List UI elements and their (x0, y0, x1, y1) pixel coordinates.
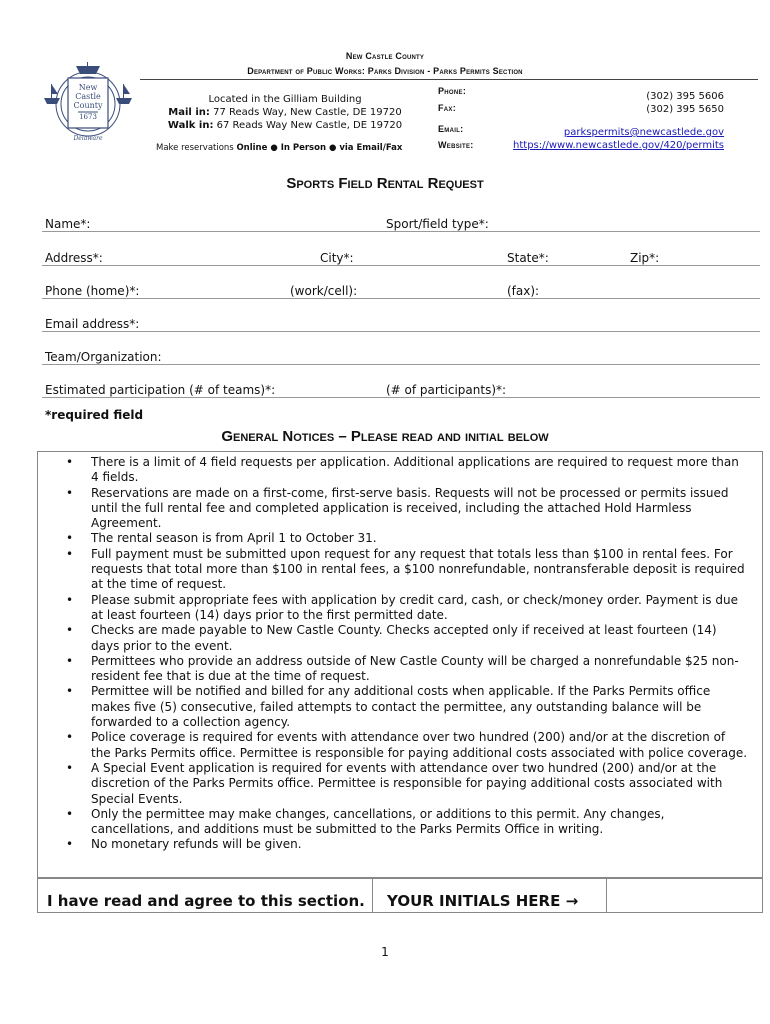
mail-in-line (150, 106, 420, 119)
email-address-label: Email address*: (45, 317, 140, 331)
email-row[interactable] (42, 317, 760, 332)
bullet-icon: • (66, 760, 74, 775)
address-label: Address*: (45, 251, 103, 265)
bullet-icon: • (66, 684, 74, 699)
city-label: City*: (320, 251, 354, 265)
name-label: Name*: (45, 217, 91, 231)
phone-value: (302) 395 5606 (646, 91, 724, 102)
notice-text: Only the permittee may make changes, cancellations, or additions to this permit. Any changes, cancellations, and additions must be submitted to the Parks Permits Office in writing. (91, 806, 665, 837)
zip-label: Zip*: (630, 251, 660, 265)
notice-item (38, 486, 762, 532)
bullet-icon: • (66, 546, 74, 561)
phone-row[interactable] (42, 284, 760, 299)
address-row[interactable] (42, 251, 760, 266)
notice-text: Police coverage is required for events with attendance over two hundred (200) and/or at the discretion of the Parks Permits office. Permittee is responsible for paying additional costs associated with police coverage. (91, 730, 748, 760)
est-participants-label: (# of participants)*: (386, 383, 507, 397)
bullet-icon: • (66, 485, 74, 500)
fax-label: Fax: (438, 103, 457, 113)
logo-year: 1673 (79, 113, 97, 121)
initials-input[interactable] (607, 878, 762, 912)
team-label: Team/Organization: (45, 350, 162, 364)
notice-item (38, 730, 762, 761)
reservations-methods: Online ● In Person ● via Email/Fax (236, 143, 403, 153)
notice-text: Please submit appropriate fees with application by credit card, cash, or check/money order. Payment is due at least fourteen (14) days prior to the first permitted date. (91, 592, 738, 622)
notice-item (38, 593, 762, 624)
bullet-icon: • (66, 653, 74, 668)
notice-text: Reservations are made on a first-come, first-serve basis. Requests will not be processed or permits issued until the full rental fee and completed application is received, including the attached Hold Harmless Agreement. (91, 485, 729, 531)
department-name: Department of Public Works: Parks Division - Parks Permits Section (247, 66, 523, 76)
notice-text: Permittees who provide an address outside of New Castle County will be charged a nonrefundable $25 non-resident fee that is due at the time of request. (91, 653, 739, 684)
logo-line2: Castle (75, 92, 101, 101)
phone-home-label: Phone (home)*: (45, 284, 140, 298)
est-teams-label: Estimated participation (# of teams)*: (45, 383, 276, 397)
logo-line3: County (73, 101, 103, 110)
name-row[interactable] (42, 217, 760, 232)
reservations-line (156, 143, 402, 153)
logo-ring-text: Delaware (73, 135, 103, 142)
county-name: New Castle County (345, 51, 425, 61)
notice-item (38, 807, 762, 838)
notice-text: Full payment must be submitted upon request for any request that totals less than $100 in rental fees. For requests that total more than $100 in rental fees, a $100 nonrefundable, nontransferable deposit is required at the time of request. (91, 546, 745, 592)
mail-in-address: 77 Reads Way, New Castle, DE 19720 (213, 107, 402, 118)
notice-text: Permittee will be notified and billed for any additional costs when applicable. If the Parks Permits office makes five (5) consecutive, failed attempts to contact the permittee, any outstanding balance will be forwarded to a collection agency. (91, 684, 711, 730)
logo-line1: New (78, 83, 98, 92)
bullet-icon: • (66, 623, 74, 638)
notices-list (38, 452, 762, 853)
location-block (150, 93, 420, 132)
header-divider (140, 79, 758, 80)
notices-title: General Notices – Please read and initial below (221, 428, 549, 445)
sport-field-label: Sport/field type*: (386, 217, 489, 231)
mail-in-label: Mail in: (168, 107, 210, 118)
location-text: Located in the Gilliam Building (208, 94, 362, 105)
phone-label: Phone: (438, 86, 467, 96)
notice-item (38, 837, 762, 852)
fax-value: (302) 395 5650 (646, 104, 724, 115)
notice-item (38, 654, 762, 685)
walk-in-label: Walk in: (167, 120, 214, 131)
email-label: Email: (438, 124, 464, 134)
notice-text: There is a limit of 4 field requests per application. Additional applications are required to request more than 4 fields. (91, 455, 739, 485)
state-label: State*: (507, 251, 549, 265)
notice-text: Checks are made payable to New Castle County. Checks accepted only if received at least fourteen (14) days prior to the event. (91, 623, 717, 653)
notice-item (38, 684, 762, 730)
required-note: *required field (45, 408, 144, 422)
agree-statement: I have read and agree to this section. (38, 878, 373, 912)
website-link[interactable]: https://www.newcastlede.gov/420/permits (513, 140, 724, 151)
notice-item (38, 547, 762, 593)
email-link[interactable]: parkspermits@newcastlede.gov (563, 127, 724, 138)
notice-item (38, 761, 762, 807)
notice-text: A Special Event application is required for events with attendance over two hundred (200) and/or at the discretion of the Parks Permits office. Permittee is responsible for paying additional costs associated with Special Events. (91, 760, 723, 806)
bullet-icon: • (66, 730, 74, 745)
initials-prompt: YOUR INITIALS HERE → (373, 878, 607, 912)
bullet-icon: • (66, 806, 74, 821)
bullet-icon: • (66, 837, 74, 852)
walk-in-line (150, 119, 420, 132)
participation-row[interactable] (42, 383, 760, 398)
reservations-prefix: Make reservations (156, 143, 234, 153)
bullet-icon: • (66, 531, 74, 546)
form-title: Sports Field Rental Request (286, 175, 484, 192)
website-label: Website: (438, 140, 474, 150)
bullet-icon: • (66, 455, 74, 469)
notice-text: The rental season is from April 1 to October 31. (91, 531, 377, 546)
bullet-icon: • (66, 592, 74, 607)
notice-item (38, 455, 762, 486)
notice-item (38, 531, 762, 546)
notice-text: No monetary refunds will be given. (91, 837, 302, 852)
walk-in-address: 67 Reads Way New Castle, DE 19720 (216, 120, 403, 131)
agreement-row (37, 877, 763, 913)
team-row[interactable] (42, 350, 760, 365)
page-number: 1 (381, 945, 389, 959)
phone-work-label: (work/cell): (290, 284, 358, 298)
fax-field-label: (fax): (507, 284, 540, 298)
notice-item (38, 623, 762, 654)
notices-box (37, 451, 763, 879)
